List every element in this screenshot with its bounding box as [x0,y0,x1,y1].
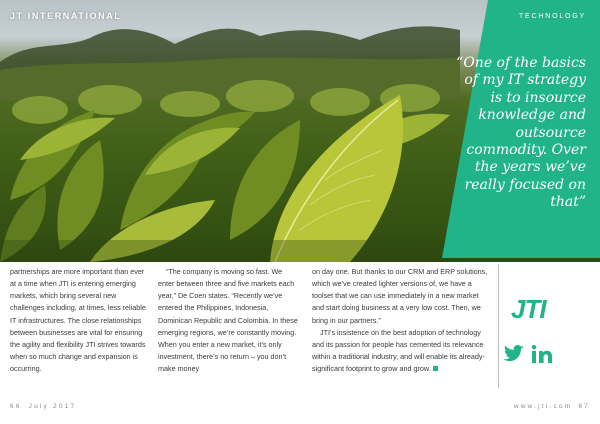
pull-quote: “One of the basics of my IT strategy is to insource knowledge and outsource commodity. Over the years we’ve really focused on that” [456,55,586,211]
end-mark-icon [433,366,438,371]
body-column-1 [10,266,150,375]
column-2-paragraph: “The company is moving so fast. We enter between three and five markets each year,” De Coen states. “Recently we’ve entered the Philippines, Indonesia, Dominican Republic and Colombia. In these emerging regions, we’re constantly moving. When you enter a new market, it’s only investment, there’s no return – you don’t make money [158,267,298,374]
issue-date: July 2017 [28,403,77,410]
website-url[interactable]: www.jti.com [513,403,573,410]
body-column-3 [312,266,490,375]
quote-panel [442,0,600,258]
jti-logo-text: JTI [511,294,546,324]
section-label: TECHNOLOGY [518,13,586,20]
left-page-number: 66 [10,403,22,410]
column-3-paragraph-2 [312,327,490,376]
twitter-icon[interactable] [503,345,525,363]
brand-label: JT INTERNATIONAL [10,11,122,21]
column-3-paragraph-2-text: JTI’s insistence on the best adoption of technology and its passion for people has cemented its relevance within a traditional industry, and will enable its already-significant footprint to grow and grow. [312,327,485,374]
footer-left [10,403,76,410]
footer-right [514,403,590,410]
column-1-paragraph: partnerships are more important than ever at a time when JTI is entering emerging markets, which bring several new challenges including, at times, less reliable IT infrastructures. The close relationships between businesses are vital for ensuring the agility and flexibility JTI strives towards when so much change and expansion is occurring. [10,267,146,374]
column-3-paragraph-1: on day one. But thanks to our CRM and ERP solutions, which we’ve created lighter versions of, we have a toolset that we can use immediately in a new market and start doing business at a very low cost. Then, we bring in our partners.” [312,267,488,325]
column-divider [498,264,499,388]
jti-logo [510,291,552,325]
body-column-2 [158,266,298,375]
right-page-number: 67 [578,403,590,410]
linkedin-icon[interactable] [532,345,552,363]
